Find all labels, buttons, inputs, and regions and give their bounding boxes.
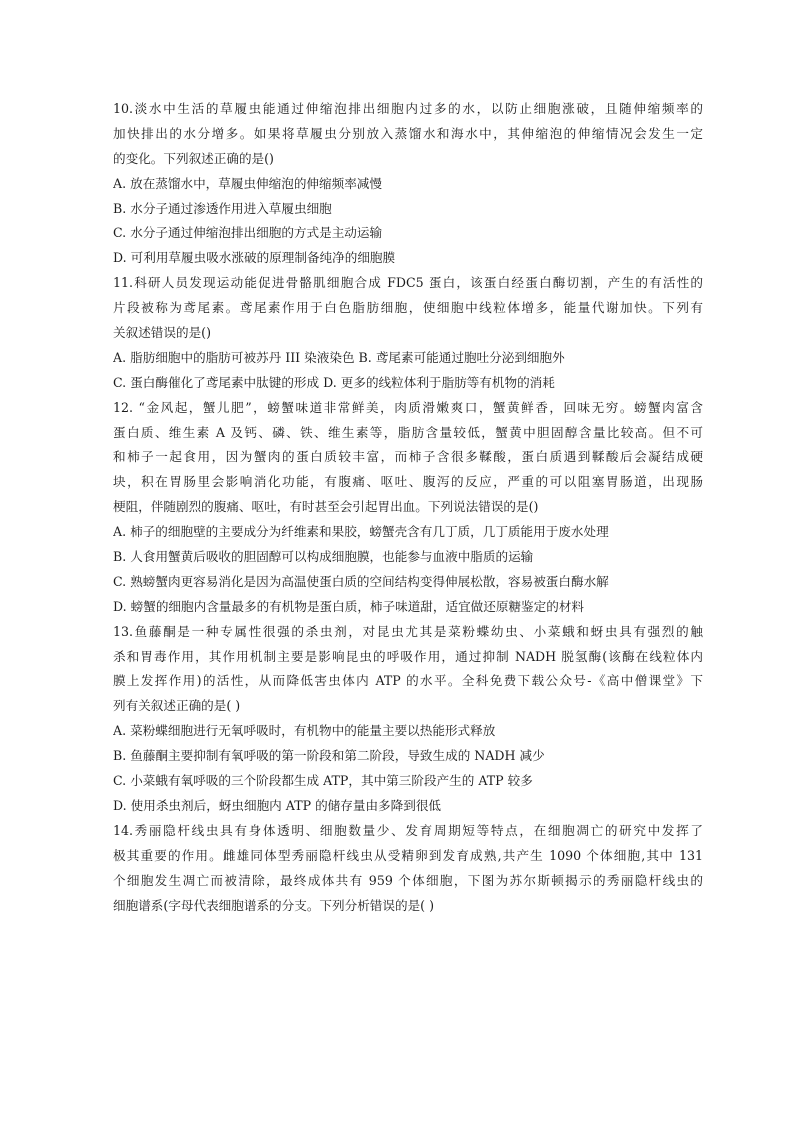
text-line: 极其重要的作用。雌雄同体型秀丽隐杆线虫从受精卵到发育成熟,共产生 1090 个体细胞,其中 131 (113, 847, 703, 863)
text-line: B. 人食用蟹黄后吸收的胆固醇可以构成细胞膜，也能参与血液中脂质的运输 (113, 549, 534, 565)
text-line: 10.淡水中生活的草履虫能通过伸缩泡排出细胞内过多的水，以防止细胞涨破，且随伸缩频率的 (113, 101, 703, 116)
text-line: 13.鱼藤酮是一种专属性很强的杀虫剂，对昆虫尤其是菜粉蝶幼虫、小菜蛾和蚜虫具有强烈的触 (113, 623, 703, 639)
text-line: 蛋白质、维生素 A 及钙、磷、铁、维生素等，脂肪含量较低，蟹黄中胆固醇含量比较高。但不可 (113, 424, 703, 440)
text-line: C. 熟螃蟹肉更容易消化是因为高温使蛋白质的空间结构变得伸展松散，容易被蛋白酶水解 (113, 573, 609, 589)
text-line: A. 脂肪细胞中的脂肪可被苏丹 III 染液染色 B. 鸢尾素可能通过胞吐分泌到细胞外 (113, 349, 565, 365)
text-line: 个细胞发生凋亡而被清除，最终成体共有 959 个体细胞，下图为苏尔斯顿揭示的秀丽隐杆线虫的 (113, 872, 703, 888)
text-line: B. 水分子通过渗透作用进入草履虫细胞 (113, 200, 332, 216)
text-line: 梗阻，伴随剧烈的腹痛、呕吐，有时甚至会引起胃出血。下列说法错误的是() (113, 499, 539, 515)
text-line: C. 水分子通过伸缩泡排出细胞的方式是主动运输 (113, 225, 383, 241)
text-line: 的变化。下列叙述正确的是() (113, 150, 274, 166)
text-line: A. 柿子的细胞壁的主要成分为纤维素和果胶，螃蟹壳含有几丁质，几丁质能用于废水处理 (113, 524, 609, 540)
text-line: D. 可利用草履虫吸水涨破的原理制备纯净的细胞膜 (113, 250, 396, 266)
text-line: 14.秀丽隐杆线虫具有身体透明、细胞数量少、发育周期短等特点，在细胞凋亡的研究中发挥了 (113, 822, 703, 838)
text-line: C. 蛋白酶催化了鸢尾素中肽键的形成 D. 更多的线粒体利于脂肪等有机物的消耗 (113, 374, 555, 390)
text-line: A. 放在蒸馏水中，草履虫伸缩泡的伸缩频率减慢 (113, 175, 382, 191)
text-line: 关叙述错误的是() (113, 325, 211, 341)
text-line: 12. “金风起，蟹儿肥”，螃蟹味道非常鲜美，肉质滑嫩爽口，蟹黄鲜香，回味无穷。螃蟹肉富含 (113, 399, 703, 415)
text-line: D. 使用杀虫剂后，蚜虫细胞内 ATP 的储存量由多降到很低 (113, 797, 442, 813)
text-line: 杀和胃毒作用，其作用机制主要是影响昆虫的呼吸作用，通过抑制 NADH 脱氢酶(该酶在线粒体内 (113, 648, 703, 664)
text-line: 11.科研人员发现运动能促进骨骼肌细胞合成 FDC5 蛋白，该蛋白经蛋白酶切割，产生的有活性的 (113, 275, 703, 291)
text-line: B. 鱼藤酮主要抑制有氧呼吸的第一阶段和第二阶段，导致生成的 NADH 减少 (113, 748, 545, 764)
text-line: 加快排出的水分增多。如果将草履虫分别放入蒸馏水和海水中，其伸缩泡的伸缩情况会发生一定 (113, 125, 703, 141)
text-line: 片段被称为鸢尾素。鸢尾素作用于白色脂肪细胞，使细胞中线粒体增多，能量代谢加快。下列有 (113, 300, 703, 316)
text-line: D. 螃蟹的细胞内含量最多的有机物是蛋白质，柿子味道甜，适宜做还原糖鉴定的材料 (113, 598, 585, 614)
text-line: C. 小菜蛾有氧呼吸的三个阶段都生成 ATP，其中第三阶段产生的 ATP 较多 (113, 773, 533, 789)
text-line: 膜上发挥作用)的活性，从而降低害虫体内 ATP 的水平。全科免费下载公众号-《高中僧课堂》下 (113, 673, 703, 689)
text-line: 块，积在胃肠里会影响消化功能，有腹痛、呕吐、腹泻的反应，严重的可以阻塞胃肠道，出现肠 (113, 474, 703, 490)
question-text-block (113, 97, 703, 918)
text-line: 列有关叙述正确的是( ) (113, 698, 241, 714)
text-line: A. 菜粉蝶细胞进行无氧呼吸时，有机物中的能量主要以热能形式释放 (113, 723, 496, 739)
text-line: 细胞谱系(字母代表细胞谱系的分支。下列分析错误的是( ) (113, 897, 434, 913)
text-line: 和柿子一起食用，因为蟹肉的蛋白质较丰富，而柿子含很多鞣酸，蛋白质遇到鞣酸后会凝结成硬 (113, 449, 703, 465)
